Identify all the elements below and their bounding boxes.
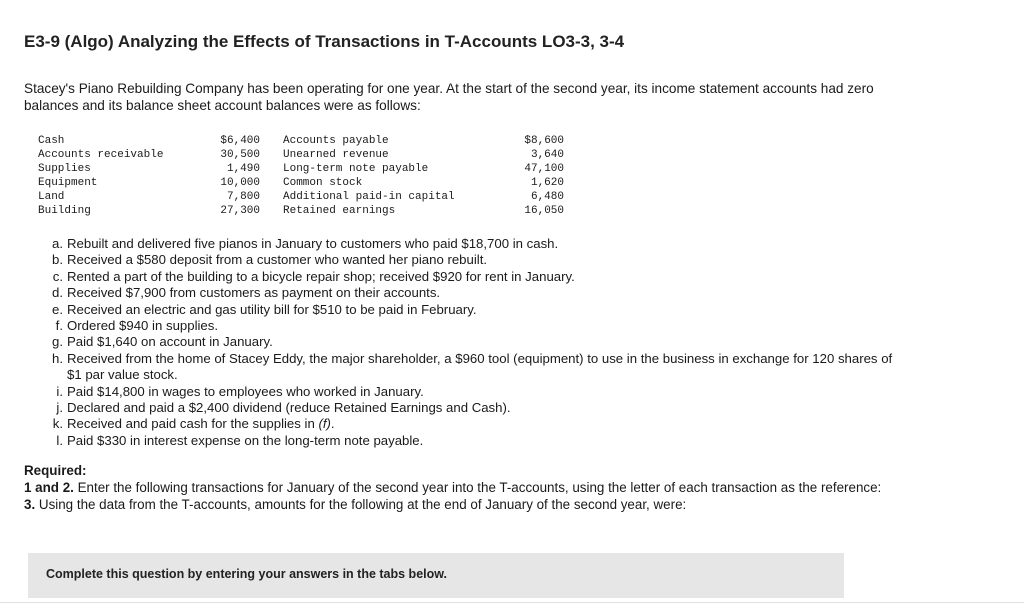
transaction-item — [46, 416, 906, 432]
transaction-text: Ordered $940 in supplies. — [67, 318, 219, 334]
account-value: 27,300 — [220, 205, 260, 217]
intro-paragraph: Stacey's Piano Rebuilding Company has been operating for one year. At the start of the second year, its income statement accounts had zero balances and its balance sheet account balances were as follows: — [24, 81, 874, 113]
account-value: 7,800 — [226, 191, 260, 203]
transaction-letter: i. — [56, 383, 63, 399]
transaction-letter: c. — [52, 268, 63, 284]
account-name: Equipment — [38, 177, 98, 189]
transaction-text — [67, 416, 906, 432]
account-row — [38, 134, 564, 148]
account-value: $8,600 — [524, 135, 564, 147]
account-row — [38, 204, 564, 218]
transaction-text: Received a $580 deposit from a customer who wanted her piano rebuilt. — [67, 252, 488, 268]
instruction-banner — [28, 553, 844, 598]
required-heading: Required: — [24, 463, 87, 478]
transaction-item — [46, 318, 906, 334]
transaction-text: Declared and paid a $2,400 dividend (reduce Retained Earnings and Cash). — [67, 400, 511, 416]
account-name: Building — [38, 205, 91, 217]
transaction-text: Rebuilt and delivered five pianos in January to customers who paid $18,700 in cash. — [67, 236, 559, 251]
required-item-text: Enter the following transactions for January of the second year into the T-accounts, using the letter of each transaction as the reference: — [73, 479, 882, 495]
account-value: $6,400 — [220, 135, 260, 147]
account-name: Accounts receivable — [38, 149, 164, 161]
account-name: Unearned revenue — [283, 149, 389, 161]
transaction-letter: a. — [52, 236, 63, 251]
transaction-item — [46, 236, 906, 252]
transaction-item — [46, 334, 906, 350]
transaction-text: Received an electric and gas utility bill for $510 to be paid in February. — [67, 301, 477, 317]
transaction-text: Rented a part of the building to a bicycle repair shop; received $920 for rent in January. — [67, 268, 575, 284]
transaction-item — [46, 351, 906, 384]
account-row — [38, 176, 564, 190]
account-row — [38, 148, 564, 162]
transaction-reference: (f) — [318, 416, 331, 432]
transaction-text: Received from the home of Stacey Eddy, the major shareholder, a $960 tool (equipment) to use in the business in exchange for 120 shares of $1 par value stock. — [67, 350, 893, 383]
transaction-list — [46, 236, 906, 449]
account-name: Supplies — [38, 163, 91, 175]
transaction-item — [46, 384, 906, 400]
account-value: 47,100 — [524, 163, 564, 175]
transaction-text: Paid $330 in interest expense on the long-term note payable. — [67, 432, 424, 448]
transaction-text: Paid $1,640 on account in January. — [67, 334, 273, 350]
transaction-letter: l. — [56, 432, 63, 448]
transaction-text: Received $7,900 from customers as payment on their accounts. — [67, 285, 441, 301]
divider — [0, 602, 1024, 603]
account-value: 16,050 — [524, 205, 564, 217]
account-value: 10,000 — [220, 177, 260, 189]
account-name: Cash — [38, 135, 65, 147]
transaction-text-part: Received and paid cash for the supplies in — [67, 416, 319, 432]
transaction-letter: b. — [52, 252, 63, 268]
account-value: 1,490 — [226, 163, 260, 175]
account-value: 1,620 — [530, 177, 564, 189]
account-name: Long-term note payable — [283, 163, 429, 175]
transaction-item — [46, 400, 906, 416]
account-row — [38, 162, 564, 176]
required-section — [24, 463, 924, 513]
account-value: 30,500 — [220, 149, 260, 161]
transaction-letter: f. — [55, 318, 63, 334]
required-item-3 — [24, 497, 924, 514]
account-balances-table — [38, 134, 564, 218]
transaction-item — [46, 252, 906, 268]
account-name: Accounts payable — [283, 135, 389, 147]
account-value: 3,640 — [530, 149, 564, 161]
transaction-item — [46, 285, 906, 301]
transaction-item — [46, 269, 906, 285]
instruction-banner-text: Complete this question by entering your answers in the tabs below. — [46, 567, 447, 581]
transaction-text-part: . — [330, 416, 335, 432]
required-item-label: 1 and 2. — [24, 479, 74, 495]
transaction-item — [46, 302, 906, 318]
account-name: Common stock — [283, 177, 363, 189]
required-item-label: 3. — [24, 496, 36, 512]
page-title: E3-9 (Algo) Analyzing the Effects of Transactions in T-Accounts LO3-3, 3-4 — [24, 32, 625, 51]
required-item-text: Using the data from the T-accounts, amounts for the following at the end of January of the second year, were: — [35, 496, 687, 512]
transaction-letter: d. — [52, 285, 63, 301]
transaction-letter: j. — [56, 400, 63, 416]
transaction-text: Paid $14,800 in wages to employees who worked in January. — [67, 383, 424, 399]
transaction-letter: k. — [52, 416, 63, 432]
account-name: Land — [38, 191, 65, 203]
account-name: Additional paid-in capital — [283, 191, 455, 203]
transaction-letter: g. — [52, 334, 63, 350]
transaction-letter: h. — [52, 350, 63, 366]
transaction-letter: e. — [52, 301, 63, 317]
transaction-item — [46, 433, 906, 449]
account-name: Retained earnings — [283, 205, 396, 217]
account-value: 6,480 — [530, 191, 564, 203]
account-row — [38, 190, 564, 204]
required-item-1-2 — [24, 480, 924, 497]
